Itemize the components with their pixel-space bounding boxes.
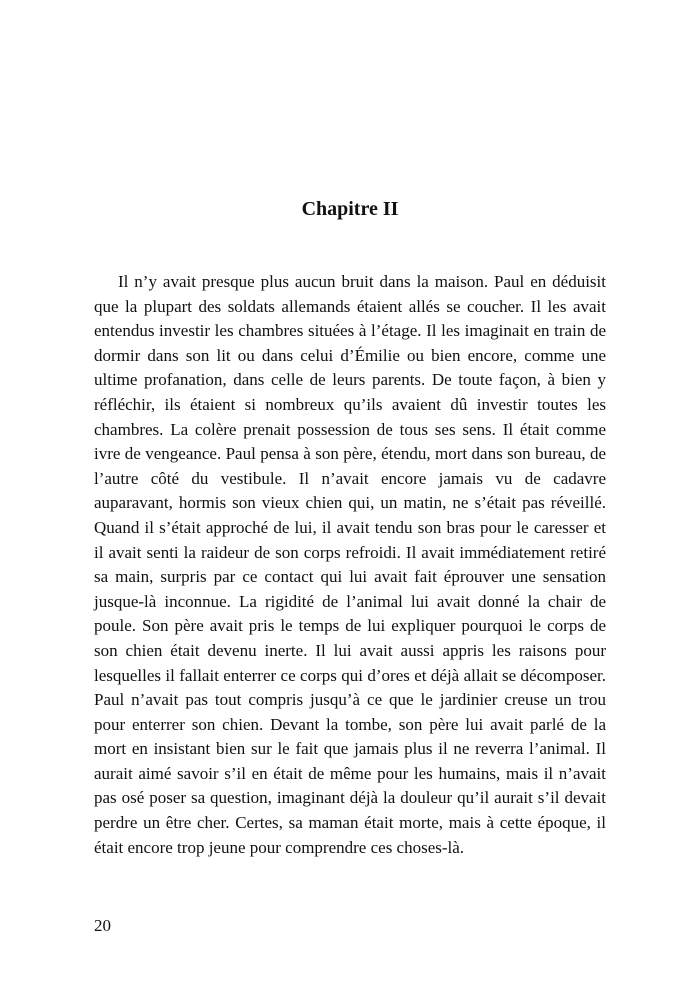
- chapter-title: Chapitre II: [301, 198, 399, 220]
- body-paragraph: Il n’y avait presque plus aucun bruit dans la maison. Paul en déduisit que la plupart des soldats allemands étaient allés se coucher. Il les avait entendus investir les chambres situées à l’étage. Il les imaginait en train de dormir dans son lit ou dans celui d’Émilie ou bien encore, comme une ultime profanation, dans celle de leurs parents. De toute façon, à bien y réfléchir, ils étaient si nombreux qu’ils avaient dû investir toutes les chambres. La colère prenait possession de tous ses sens. Il était comme ivre de vengeance. Paul pensa à son père, étendu, mort dans son bureau, de l’autre côté du vestibule. Il n’avait encore jamais vu de cadavre auparavant, hormis son vieux chien qui, un matin, ne s’était pas réveillé. Quand il s’était approché de lui, il avait tendu son bras pour le caresser et il avait senti la raideur de son corps refroidi. Il avait immédiatement retiré sa main, surpris par ce contact qui lui avait fait éprouver une sensation jusque-là inconnue. La rigidité de l’animal lui avait donné la chair de poule. Son père avait pris le temps de lui expliquer pourquoi le corps de son chien était devenu inerte. Il lui avait aussi appris les raisons pour lesquelles il fallait enterrer ce corps qui d’ores et déjà allait se décomposer. Paul n’avait pas tout compris jusqu’à ce que le jardinier creuse un trou pour enterrer son chien. Devant la tombe, son père lui avait parlé de la mort en insistant bien sur le fait que jamais plus il ne reverra l’animal. Il aurait aimé savoir s’il en était de même pour les humains, mais il n’avait pas osé poser sa question, imaginant déjà la douleur qu’il aurait s’il devait perdre un être cher. Certes, sa maman était morte, mais à cette époque, il était encore trop jeune pour comprendre ces choses-là.: [94, 272, 606, 857]
- page-number: 20: [94, 916, 111, 935]
